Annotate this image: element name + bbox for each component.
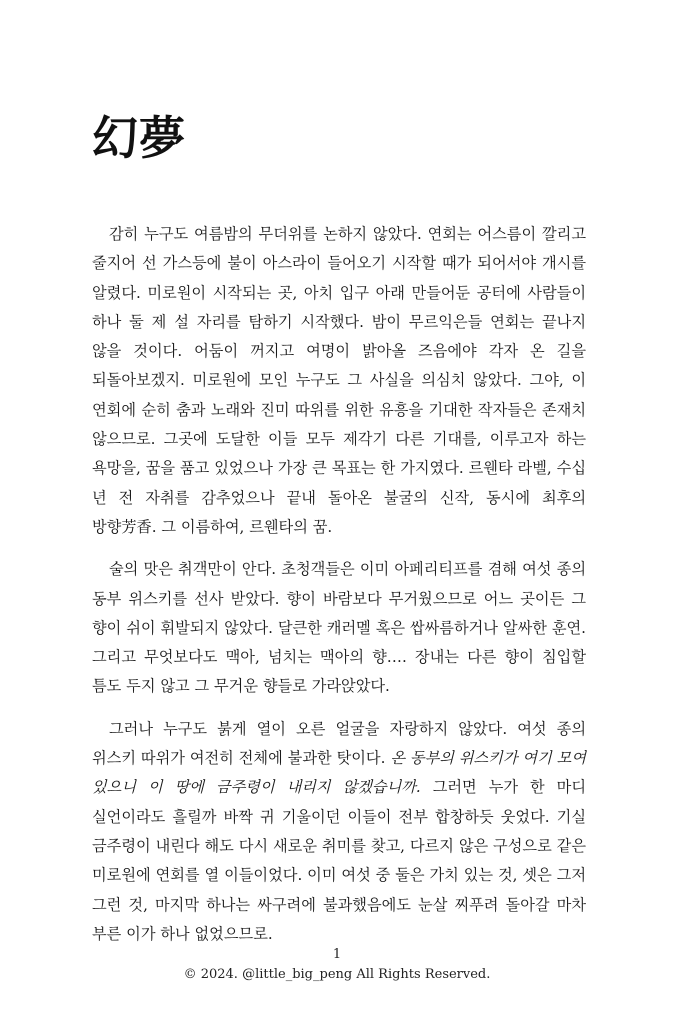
- copyright-notice: © 2024. @little_big_peng All Rights Reserved.: [183, 967, 491, 982]
- paragraph-3-tail: 그러면 누가 한 마디 실언이라도 흘릴까 바짝 귀 기울이던 이들이 전부 합창하듯 웃었다. 기실 금주령이 내린다 해도 다시 새로운 취미를 찾고, 다르지 않은 구성으로 같은 미로원에 연회를 열 이들이었다. 이미 여섯 중 둘은 가치 있는 것, 셋은 그저 그런 것, 마지막 하나는 싸구려에 불과했음에도 눈살 찌푸려 돌아갈 마차 부른 이가 하나 없었으므로.: [92, 778, 586, 943]
- paragraph-2: 술의 맛은 취객만이 안다. 초청객들은 이미 아페리티프를 겸해 여섯 종의 동부 위스키를 선사 받았다. 향이 바람보다 무거웠으므로 어느 곳이든 그 향이 쉬이 휘발되지 않았다. 달큰한 캐러멜 혹은 쌉싸름하거나 알싸한 훈연. 그리고 무엇보다도 맥아, 넘치는 맥아의 향…. 장내는 다른 향이 침입할 틈도 두지 않고 그 무거운 향들로 가라앉았다.: [92, 560, 586, 696]
- paragraph-3-italic-quote: 온 동부의 위스키가 여기 모여 있으니 이 땅에 금주령이 내리지 않겠습니까.: [92, 749, 586, 797]
- paragraph-3: [92, 715, 586, 949]
- paragraph-3-lead: 그러나 누구도 붉게 열이 오른 얼굴을 자랑하지 않았다. 여섯 종의 위스키 따위가 여전히 전체에 불과한 탓이다.: [92, 719, 586, 768]
- page-title: 幻夢: [92, 111, 186, 165]
- paragraph-1: 감히 누구도 여름밤의 무더위를 논하지 않았다. 연회는 어스름이 깔리고 줄지어 선 가스등에 불이 아스라이 들어오기 시작할 때가 되어서야 개시를 알렸다. 미로원이 시작되는 곳, 아치 입구 아래 만들어둔 공터에 사람들이 하나 둘 제 설 자리를 탐하기 시작했다. 밤이 무르익은들 연회는 끝나지 않을 것이다. 어둠이 꺼지고 여명이 밝아올 즈음에야 각자 온 길을 되돌아보겠지. 미로원에 모인 누구도 그 사실을 의심치 않았다. 그야, 이 연회에 순히 춤과 노래와 진미 따위를 위한 유흥을 기대한 작자들은 존재치 않으므로. 그곳에 도달한 이들 모두 제각기 다른 기대를, 이루고자 하는 욕망을, 꿈을 품고 있었으나 가장 큰 목표는 한 가지였다. 르웬타 라벨, 수십 년 전 자취를 감추었으나 끝내 돌아온 불굴의 신작, 동시에 최후의 방향芳香. 그 이름하여, 르웬타의 꿈.: [92, 225, 586, 536]
- page-number: 1: [332, 947, 342, 962]
- body-text: [92, 220, 586, 962]
